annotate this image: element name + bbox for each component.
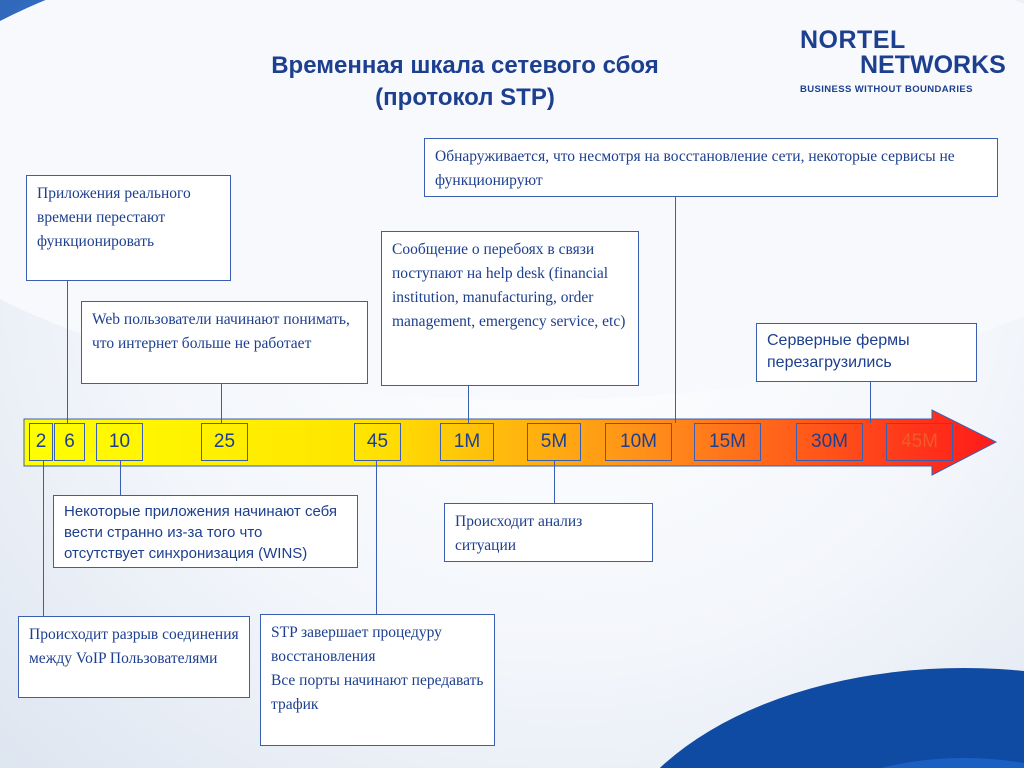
connector-analysis	[554, 461, 555, 503]
connector-voip	[43, 461, 44, 616]
tick-25: 25	[201, 423, 248, 461]
logo-tagline: BUSINESS WITHOUT BOUNDARIES	[800, 84, 973, 95]
connector-web	[221, 384, 222, 423]
event-analysis: Происходит анализ ситуации	[444, 503, 653, 562]
tick-5m: 5M	[527, 423, 581, 461]
connector-realtime	[67, 281, 68, 423]
logo-brand: NORTEL	[800, 26, 906, 54]
event-web-users: Web пользователи начинают понимать, что интернет больше не работает	[81, 301, 368, 384]
connector-services	[675, 197, 676, 423]
tick-45: 45	[354, 423, 401, 461]
title-line-1: Временная шкала сетевого сбоя	[271, 52, 659, 79]
event-services-down: Обнаруживается, что несмотря на восстановление сети, некоторые сервисы не функционируют	[424, 138, 998, 197]
tick-2: 2	[29, 423, 53, 461]
tick-45m: 45M	[886, 423, 953, 461]
tick-6: 6	[54, 423, 85, 461]
title-line-2: (протокол STP)	[375, 84, 555, 111]
tick-10: 10	[96, 423, 143, 461]
connector-helpdesk	[468, 386, 469, 423]
event-stp-line-2: Все порты начинают передавать трафик	[271, 672, 484, 713]
event-server-farms: Серверные фермы перезагрузились	[756, 323, 977, 382]
event-stp	[260, 614, 495, 746]
event-realtime-apps: Приложения реального времени перестают функционировать	[26, 175, 231, 281]
event-helpdesk: Сообщение о перебоях в связи поступают на help desk (financial institution, manufacturing, order management, emergency service, etc)	[381, 231, 639, 386]
tick-10m: 10M	[605, 423, 672, 461]
tick-1m: 1M	[440, 423, 494, 461]
connector-server-farms	[870, 382, 871, 423]
connector-wins	[120, 461, 121, 495]
connector-stp	[376, 461, 377, 614]
tick-30m: 30M	[796, 423, 863, 461]
tick-15m: 15M	[694, 423, 761, 461]
event-voip: Происходит разрыв соединения между VoIP Пользователями	[18, 616, 250, 698]
event-wins: Некоторые приложения начинают себя вести странно из-за того что отсутствует синхронизация (WINS)	[53, 495, 358, 568]
logo-brand-sub: NETWORKS	[860, 51, 1006, 79]
event-stp-line-1: STP завершает процедуру восстановления	[271, 624, 442, 665]
